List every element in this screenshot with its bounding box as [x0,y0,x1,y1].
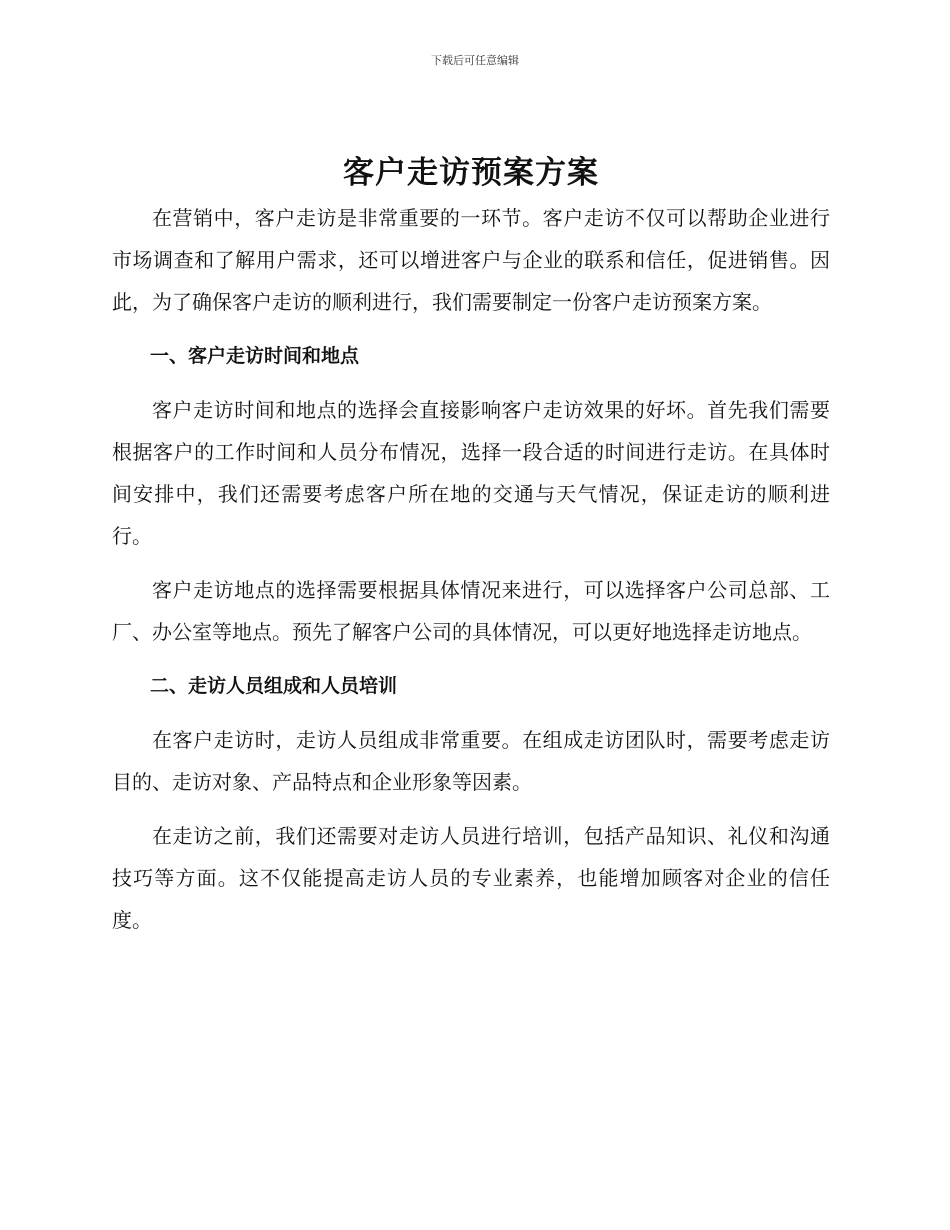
section2-paragraph-2: 在走访之前，我们还需要对走访人员进行培训，包括产品知识、礼仪和沟通技巧等方面。这不仅能提高走访人员的专业素养，也能增加顾客对企业的信任度。 [112,824,830,932]
section-heading-staff-training: 二、走访人员组成和人员培训 [150,675,398,697]
document-title: 客户走访预案方案 [343,155,599,191]
section-heading-time-location: 一、客户走访时间和地点 [150,345,360,367]
section1-paragraph-2: 客户走访地点的选择需要根据具体情况来进行，可以选择客户公司总部、工厂、办公室等地点。预先了解客户公司的具体情况，可以更好地选择走访地点。 [112,578,830,644]
intro-paragraph: 在营销中，客户走访是非常重要的一环节。客户走访不仅可以帮助企业进行市场调查和了解用户需求，还可以增进客户与企业的联系和信任，促进销售。因此，为了确保客户走访的顺利进行，我们需要制定一份客户走访预案方案。 [112,206,830,314]
section1-paragraph-1: 客户走访时间和地点的选择会直接影响客户走访效果的好坏。首先我们需要根据客户的工作时间和人员分布情况，选择一段合适的时间进行走访。在具体时间安排中，我们还需要考虑客户所在地的交通与天气情况，保证走访的顺利进行。 [112,398,830,548]
header-note: 下载后可任意编辑 [431,54,519,67]
document-body [112,150,830,941]
section2-paragraph-1: 在客户走访时，走访人员组成非常重要。在组成走访团队时，需要考虑走访目的、走访对象、产品特点和企业形象等因素。 [112,728,830,794]
